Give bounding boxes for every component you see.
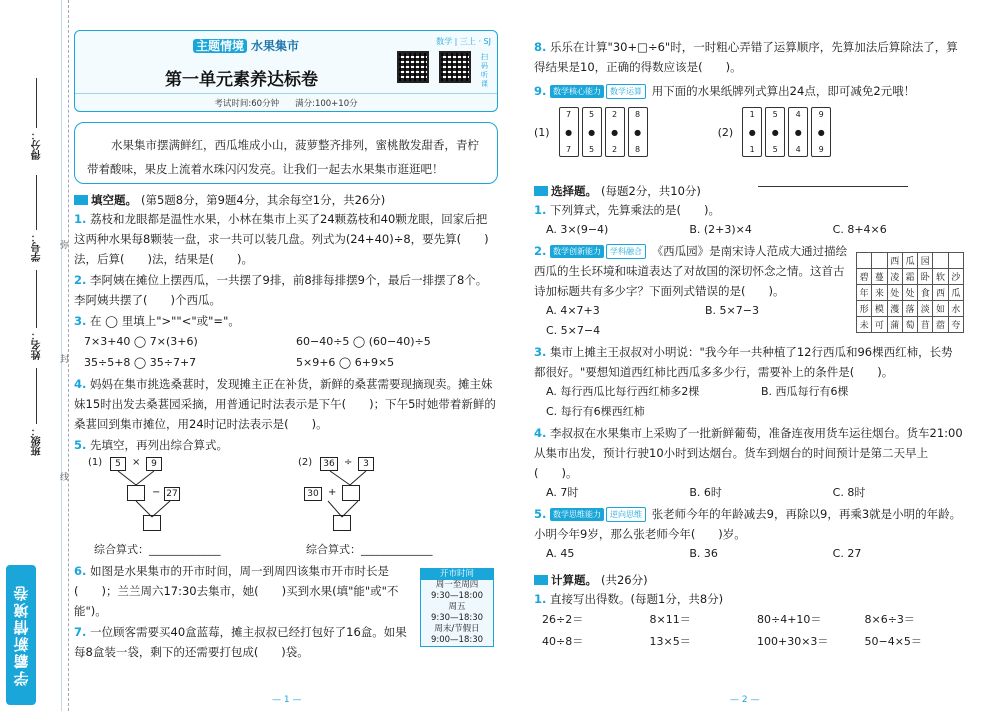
synthesis-1[interactable]: 综合算式：_____________ [74,539,286,560]
question-7: 7. 一位顾客需要买40盒蓝莓，摊主叔叔已经打包好了16盒。如果每8盒装一袋，剩下的还需要打包成( )袋。 [74,625,407,659]
diagram-label: (1) [88,457,103,468]
section-note: (每题2分，共10分) [601,184,701,198]
question-text: 李阿姨在摊位上摆西瓜，一共摆了9排，前8排每排摆9个，最后一排摆了8个。李阿姨共摆了( )个西瓜。 [74,273,488,307]
question-text: 下列算式，先算乘法的是( )。 [550,203,721,217]
qr-code-icon[interactable] [439,51,471,83]
question-8: 8. 乐乐在计算"30+□÷6"时，一时粗心弄错了运算顺序，先算加法后算除法了，算得结果是10，正确的得数应该是( )。 [534,40,958,74]
skill-badge: 学科融合 [606,244,646,259]
calc-1: 1. 直接写出得数。(每题1分，共8分) [534,592,724,606]
question-text: 乐乐在计算"30+□÷6"时，一时粗心弄错了运算顺序，先算加法后算除法了，算得结果是10，正确的得数应该是( )。 [534,40,958,74]
fruit-cards [534,103,964,161]
question-3: 3. 在 ◯ 里填上">""<"或"="。 [74,314,240,328]
question-4: 4. 妈妈在集市挑选桑葚时，发现摊主正在补货，新鲜的桑葚需要现摘现卖。摊主妹妹15时出发去桑葚园采摘，用普通记时法表示是下午( )；下午5时她带着新鲜的桑葚回到集市摊位，用24时记时法表示是( )。 [74,377,496,431]
synthesis-label: 综合算式： [306,543,361,556]
question-text: 一位顾客需要买40盒蓝莓，摊主叔叔已经打包好了16盒。如果每8盒装一袋，剩下的还需要打包成( )袋。 [74,625,407,659]
option-a[interactable]: A. 7时 [546,486,579,499]
option-b[interactable]: B. (2+3)×4 [689,223,752,236]
calc-item[interactable]: 8×11＝ [649,613,691,626]
question-text: 集市上摊主王叔叔对小明说："我今年一共种植了12行西瓜和96棵西红柿，长势都很好。"要想知道西红柿比西瓜多多少行，需要补上的条件是( )。 [534,345,953,379]
ability-badge: 数学核心能力 [550,85,604,98]
calc-item[interactable]: 100+30×3＝ [757,635,829,648]
option-a[interactable]: A. 4×7+3 [546,304,600,317]
answer-box[interactable] [143,515,161,531]
question-2: 2. 李阿姨在摊位上摆西瓜，一共摆了9排，前8排每排摆9个，最后一排摆了8个。李阿姨共摆了( )个西瓜。 [74,273,488,307]
calc-item[interactable]: 8×6÷3＝ [864,613,915,626]
schedule-title: 开市时间 [421,569,493,580]
section-title: 选择题。 [551,184,597,198]
poem-grid: 西 瓜 园 碧 蔓 凌 霜 卧 软 沙 年 来 处 处 食 西 瓜 形 模 濩 落 淡 如 水 未 可 蒲 萄 苜 蓿 夸 [856,252,964,333]
answer-box[interactable] [333,515,351,531]
intro-passage: 水果集市摆满鲜红，西瓜堆成小山，菠萝整齐排列，蜜桃散发甜香，青柠带着酸味，果皮上流着水珠闪闪发亮。让我们一起去水果集市逛逛吧！ [74,122,498,184]
flow-diagram-2 [284,457,494,537]
left-page [74,30,498,662]
options [534,382,964,402]
options [534,301,852,321]
compare-item: 5×9+6 ◯ 6+9×5 [296,356,395,369]
group-label: (2) [717,125,734,139]
operator: × [132,457,141,468]
question-text: 《西瓜园》是南宋诗人范成大通过描绘西瓜的生长环境和味道表达了对故国的深切怀念之情。这首古诗加标题共有多少字？下面列式错误的是( )。 [534,244,848,298]
page-number-right: — 2 — [730,695,760,705]
compare-item: 7×3+40 ◯ 7×(3+6) [84,335,198,348]
fruit-card: 9 ● 9 [811,107,831,157]
fruit-card: 5 ● 5 [582,107,602,157]
question-text: 荔枝和龙眼都是温性水果，小林在集市上买了24颗荔枝和40颗龙眼，回家后把这两种水果每8颗装一盘，求一共可以装几盘。列式为(24+40)÷8，要先算( )法，后算( )法，结果是( )。 [74,212,489,266]
compare-row [74,352,498,373]
fruit-card: 7 ● 7 [559,107,579,157]
qr-caption: 扫码听课 [481,53,488,88]
question-text: 在 ◯ 里填上">""<"或"="。 [90,314,240,328]
section-note: (共26分) [601,573,648,587]
flow-diagrams [74,457,498,537]
answer-box[interactable] [127,485,145,501]
operand-box: 9 [146,457,162,471]
class-label: 班级： [32,426,43,456]
schedule-row: 9:30—18:00 [430,591,484,601]
option-c[interactable]: C. 每行有6棵西红柿 [546,405,645,418]
calc-row [534,631,964,653]
section-title: 填空题。 [91,193,137,207]
id-line [36,175,37,230]
student-id-label: 学号： [32,232,43,262]
choice-3: 3. 集市上摊主王叔叔对小明说："我今年一共种植了12行西瓜和96棵西红柿，长势都很好。"要想知道西红柿比西瓜多多少行，需要补上的条件是( )。 [534,345,953,379]
ability-badge: 数学思维能力 [550,508,604,521]
qr-code-icon[interactable] [397,51,429,83]
fruit-card: 4 ● 4 [788,107,808,157]
question-5: 5. 先填空，再列出综合算式。 [74,438,229,452]
calc-item[interactable]: 40÷8＝ [542,635,584,648]
operator: + [328,487,337,498]
market-schedule [420,568,494,647]
name-label: 姓名： [32,330,43,360]
calc-row [534,609,964,631]
question-text: 用下面的水果纸牌列式算出24点，即可减免2元哦！ [651,84,916,98]
question-9: 9. 数学核心能力 数学运算 用下面的水果纸牌列式算出24点，即可减免2元哦！ [534,84,916,98]
question-text: 张老师今年的年龄减去9，再除以9，再乘3就是小明的年龄。小明今年9岁，那么张老师今年( )岁。 [534,507,962,541]
compare-item: 35÷5+8 ◯ 35÷7+7 [84,356,197,369]
compare-row [74,331,498,352]
choice-1: 1. 下列算式，先算乘法的是( )。 [534,203,721,217]
topic-name: 水果集市 [251,39,300,53]
section-note: (第5题8分，第9题4分，其余每空1分，共26分) [141,193,386,207]
option-a[interactable]: A. 每行西瓜比每行西红柿多2棵 [546,385,700,398]
page-number-left: — 1 — [272,695,302,705]
operator: ÷ [344,457,353,468]
card-group-2 [718,103,832,161]
header [74,30,498,112]
option-c[interactable]: C. 5×7−4 [546,324,601,337]
seal-xian: 线 [60,473,70,483]
page-title: 第一单元素养达标卷 [165,70,318,90]
score-label: 得分： [32,130,43,160]
name-line [36,270,37,328]
topic-tag: 主题情境 [193,39,247,53]
operand-box: 27 [164,487,180,501]
option-c[interactable]: C. 8+4×6 [832,223,887,236]
question-text: 李叔叔在水果集市上采购了一批新鲜葡萄，准备连夜用货车运往烟台。货车21:00从集市出发，预计行驶10小时到达烟台。货车到烟台的时间预计是第二天早上( )。 [534,426,963,480]
synthesis-2[interactable]: 综合算式：_____________ [286,539,498,560]
fruit-card: 8 ● 8 [628,107,648,157]
question-text: 直接写出得数。(每题1分，共8分) [550,592,724,606]
skill-badge: 逆向思维 [606,507,646,522]
option-b[interactable]: B. 6时 [689,486,722,499]
section-marker-icon [74,195,88,205]
binding-strip [0,0,70,711]
option-b[interactable]: B. 西瓜每行有6棵 [761,385,849,398]
synthesis-label: 综合算式： [94,543,149,556]
question-text: 如图是水果集市的开市时间，周一到周四该集市开市时长是( )；兰兰周六17:30去集市，她( )买到水果(填"能"或"不能")。 [74,564,399,618]
option-b[interactable]: B. 36 [689,547,718,560]
card-group-1 [534,103,648,161]
calc-item[interactable]: 13×5＝ [649,635,691,648]
calc-item[interactable]: 26÷2＝ [542,613,584,626]
exam-score: 满分:100+10分 [295,98,358,109]
seal-feng: 封 [60,355,70,365]
calc-item[interactable]: 80÷4+10＝ [757,613,822,626]
operand-box: 5 [110,457,126,471]
score-line [36,78,37,128]
group-label: (1) [534,125,550,139]
option-a[interactable]: A. 3×(9−4) [546,223,609,236]
schedule-row: 周一至周四 [435,580,479,590]
flow-diagram-1 [74,457,284,537]
schedule-row: 周五 [448,602,466,612]
options [534,483,964,503]
calc-item[interactable]: 50−4×5＝ [864,635,922,648]
exam-info [75,93,497,111]
compare-item: 60−40÷5 ◯ (60−40)÷5 [296,335,431,348]
fruit-card: 5 ● 5 [765,107,785,157]
section-calc [534,572,964,588]
ability-badge: 数学创新能力 [550,245,604,258]
section-marker-icon [534,575,548,585]
answer-line[interactable] [758,186,908,187]
cut-line [68,0,69,711]
option-c[interactable]: C. 8时 [832,486,866,499]
operand-box: 30 [304,487,322,501]
schedule-row: 9:00—18:30 [430,635,484,645]
skill-badge: 数学运算 [606,84,646,99]
options [534,220,964,240]
synthesis-row [74,539,498,560]
diagram-label: (2) [298,457,313,468]
fruit-card: 1 ● 1 [742,107,762,157]
question-text: 先填空，再列出综合算式。 [90,438,229,452]
section-marker-icon [534,186,548,196]
right-page [534,36,964,653]
options [534,402,964,422]
section-title: 计算题。 [551,573,597,587]
topic [193,37,299,54]
operand-box: 36 [320,457,338,471]
question-1: 1. 荔枝和龙眼都是温性水果，小林在集市上买了24颗荔枝和40颗龙眼，回家后把这两种水果每8颗装一盘，求一共可以装几盘。列式为(24+40)÷8，要先算( )法，后算( )法，结果是( )。 [74,212,489,266]
option-c[interactable]: C. 27 [832,547,862,560]
section-fill-blank [74,192,498,208]
schedule-row: 9:30—18:30 [430,613,484,623]
exam-time: 考试时间:60分钟 [214,98,280,109]
schedule-row: 周末/节假日 [434,624,480,634]
seal-mi: 弥 [60,241,70,251]
operator: − [152,487,161,498]
answer-box[interactable] [342,485,360,501]
class-line [36,368,37,424]
options [534,544,964,564]
question-6: 6. 如图是水果集市的开市时间，周一到周四该集市开市时长是( )；兰兰周六17:30去集市，她( )买到水果(填"能"或"不能")。 [74,564,399,618]
brand-logo: 学霸新情境卷 [6,565,36,705]
option-a[interactable]: A. 45 [546,547,575,560]
choice-5: 5. 数学思维能力 逆向思维 张老师今年的年龄减去9，再除以9，再乘3就是小明的年龄。小明今年9岁，那么张老师今年( )岁。 [534,507,962,541]
choice-2: 2. 数学创新能力 学科融合 《西瓜园》是南宋诗人范成大通过描绘西瓜的生长环境和味道表达了对故国的深切怀念之情。这首古诗加标题共有多少字？下面列式错误的是( )。 [534,244,848,298]
option-b[interactable]: B. 5×7−3 [705,304,759,317]
choice-4: 4. 李叔叔在水果集市上采购了一批新鲜葡萄，准备连夜用货车运往烟台。货车21:00从集市出发，预计行驶10小时到达烟台。货车到烟台的时间预计是第二天早上( )。 [534,426,963,480]
question-text: 妈妈在集市挑选桑葚时，发现摊主正在补货，新鲜的桑葚需要现摘现卖。摊主妹妹15时出发去桑葚园采摘，用普通记时法表示是下午( )；下午5时她带着新鲜的桑葚回到集市摊位，用24时记时法表示是( )。 [74,377,496,431]
fruit-card: 2 ● 2 [605,107,625,157]
subject-label: 数学 | 三上 · SJ [436,37,491,46]
operand-box: 3 [358,457,374,471]
